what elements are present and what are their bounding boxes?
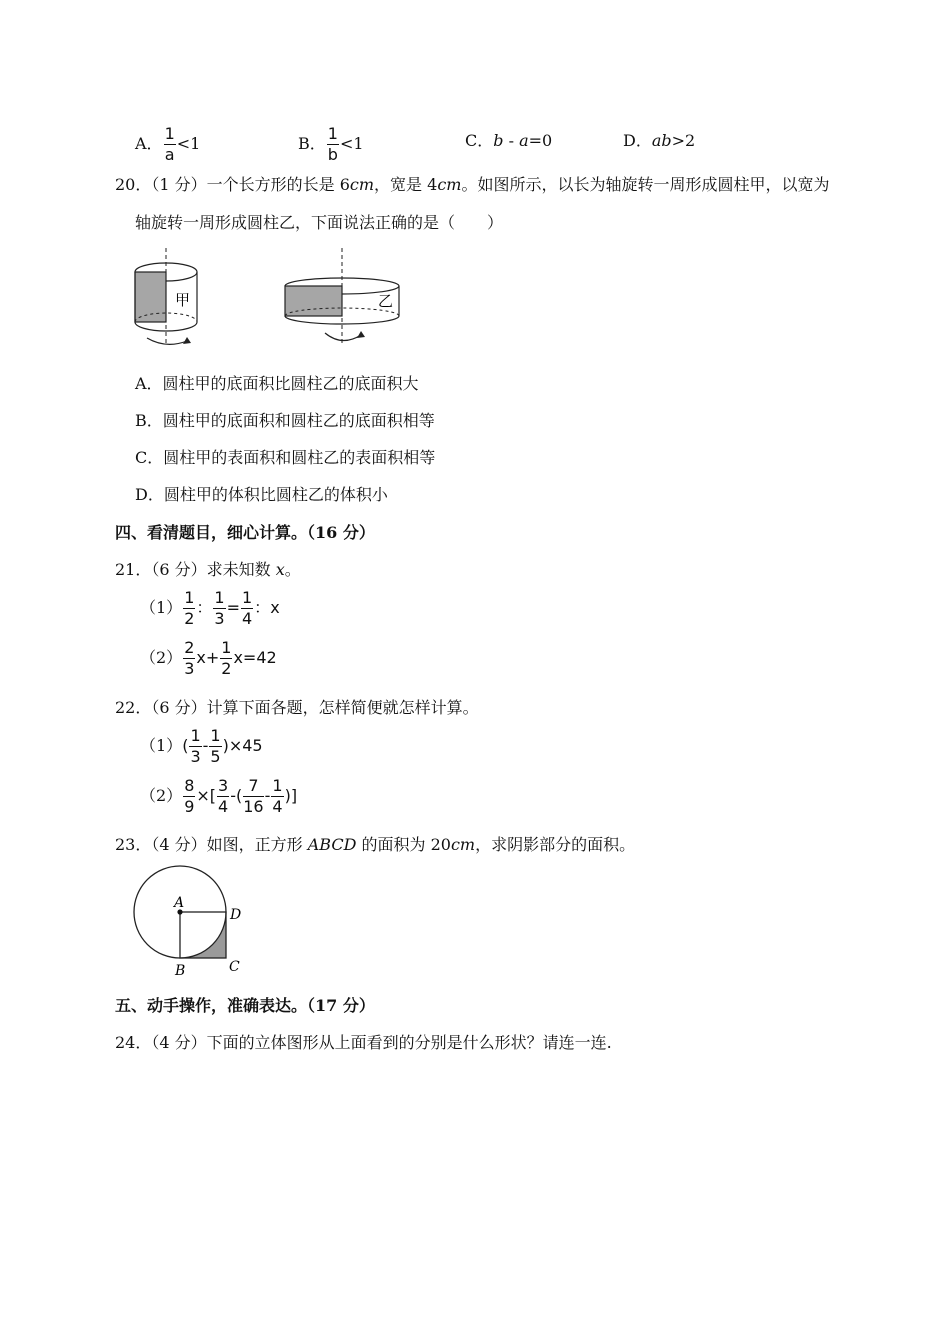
q20-option-a: A．圆柱甲的底面积比圆柱乙的底面积大 [135, 374, 419, 393]
fraction: $\frac{1}{3}$ [190, 726, 201, 766]
fraction: $\frac{2}{3}$ [184, 638, 195, 678]
fraction: $\frac{1}{b}$ [327, 124, 338, 164]
shaded-rectangle [285, 286, 342, 316]
q20-option-d: D．圆柱甲的体积比圆柱乙的体积小 [135, 485, 388, 504]
fraction: $\frac{1}{a}$ [164, 124, 175, 164]
option-a: A． $\frac{1}{a}$ <1 [135, 124, 201, 164]
option-b: B． $\frac{1}{b}$ <1 [298, 124, 364, 164]
q20-cylinder-figure [125, 245, 415, 355]
section5-title: 五、动手操作，准确表达。（17 分） [115, 996, 375, 1015]
q24-stem: 24．（4 分）下面的立体图形从上面看到的分别是什么形状？请连一连. [115, 1033, 612, 1052]
fraction: $\frac{1}{5}$ [210, 726, 221, 766]
q20-stem-line2: 轴旋转一周形成圆柱乙，下面说法正确的是（ ） [135, 213, 504, 232]
q21-part1: （1） $\frac{1}{2}$ ： $\frac{1}{3}$ = $\frac{1}{4}$ ：x [140, 588, 280, 628]
label-c: C [229, 959, 240, 975]
fraction: $\frac{1}{4}$ [272, 776, 283, 816]
label-d: D [230, 907, 242, 923]
q21-part2: （2） $\frac{2}{3}$ x+ $\frac{1}{2}$ x=42 [140, 638, 277, 678]
fraction: $\frac{3}{4}$ [218, 776, 229, 816]
q22-part1: （1）( $\frac{1}{3}$ - $\frac{1}{5}$ )×45 [140, 726, 263, 766]
q21-stem: 21．（6 分）求未知数 x。 [115, 560, 301, 579]
fraction: $\frac{8}{9}$ [184, 776, 195, 816]
fraction: $\frac{1}{3}$ [214, 588, 225, 628]
label-yi: 乙 [378, 292, 394, 310]
q20-option-c: C．圆柱甲的表面积和圆柱乙的表面积相等 [135, 448, 436, 467]
q23-stem: 23．（4 分）如图，正方形 ABCD 的面积为 20cm，求阴影部分的面积。 [115, 835, 636, 854]
label-b: B [175, 963, 186, 979]
label-a: A [174, 895, 185, 911]
fraction: $\frac{1}{2}$ [184, 588, 195, 628]
rotation-arrow-icon [183, 337, 191, 344]
q20-option-b: B．圆柱甲的底面积和圆柱乙的底面积相等 [135, 411, 435, 430]
option-d: D．ab>2 [623, 131, 696, 150]
q19-options [135, 120, 755, 164]
fraction: $\frac{1}{2}$ [221, 638, 232, 678]
rotation-arrow-icon [357, 331, 365, 338]
fraction: $\frac{1}{4}$ [241, 588, 253, 628]
q22-part2: （2） $\frac{8}{9}$ ×[ $\frac{3}{4}$ -( $\frac{7}{16}$ - $\frac{1}{4}$ )] [140, 776, 298, 816]
fraction: $\frac{7}{16}$ [243, 776, 264, 816]
q23-circle-square-figure [125, 862, 265, 980]
q22-stem: 22．（6 分）计算下面各题，怎样简便就怎样计算。 [115, 698, 479, 717]
label-jia: 甲 [175, 291, 191, 309]
option-c: C．b - a=0 [465, 131, 553, 150]
q20-stem-line1: 20．（1 分）一个长方形的长是 6cm，宽是 4cm。如图所示，以长为轴旋转一周形成圆柱甲，以宽为 [115, 175, 830, 194]
section4-title: 四、看清题目，细心计算。（16 分） [115, 523, 375, 542]
